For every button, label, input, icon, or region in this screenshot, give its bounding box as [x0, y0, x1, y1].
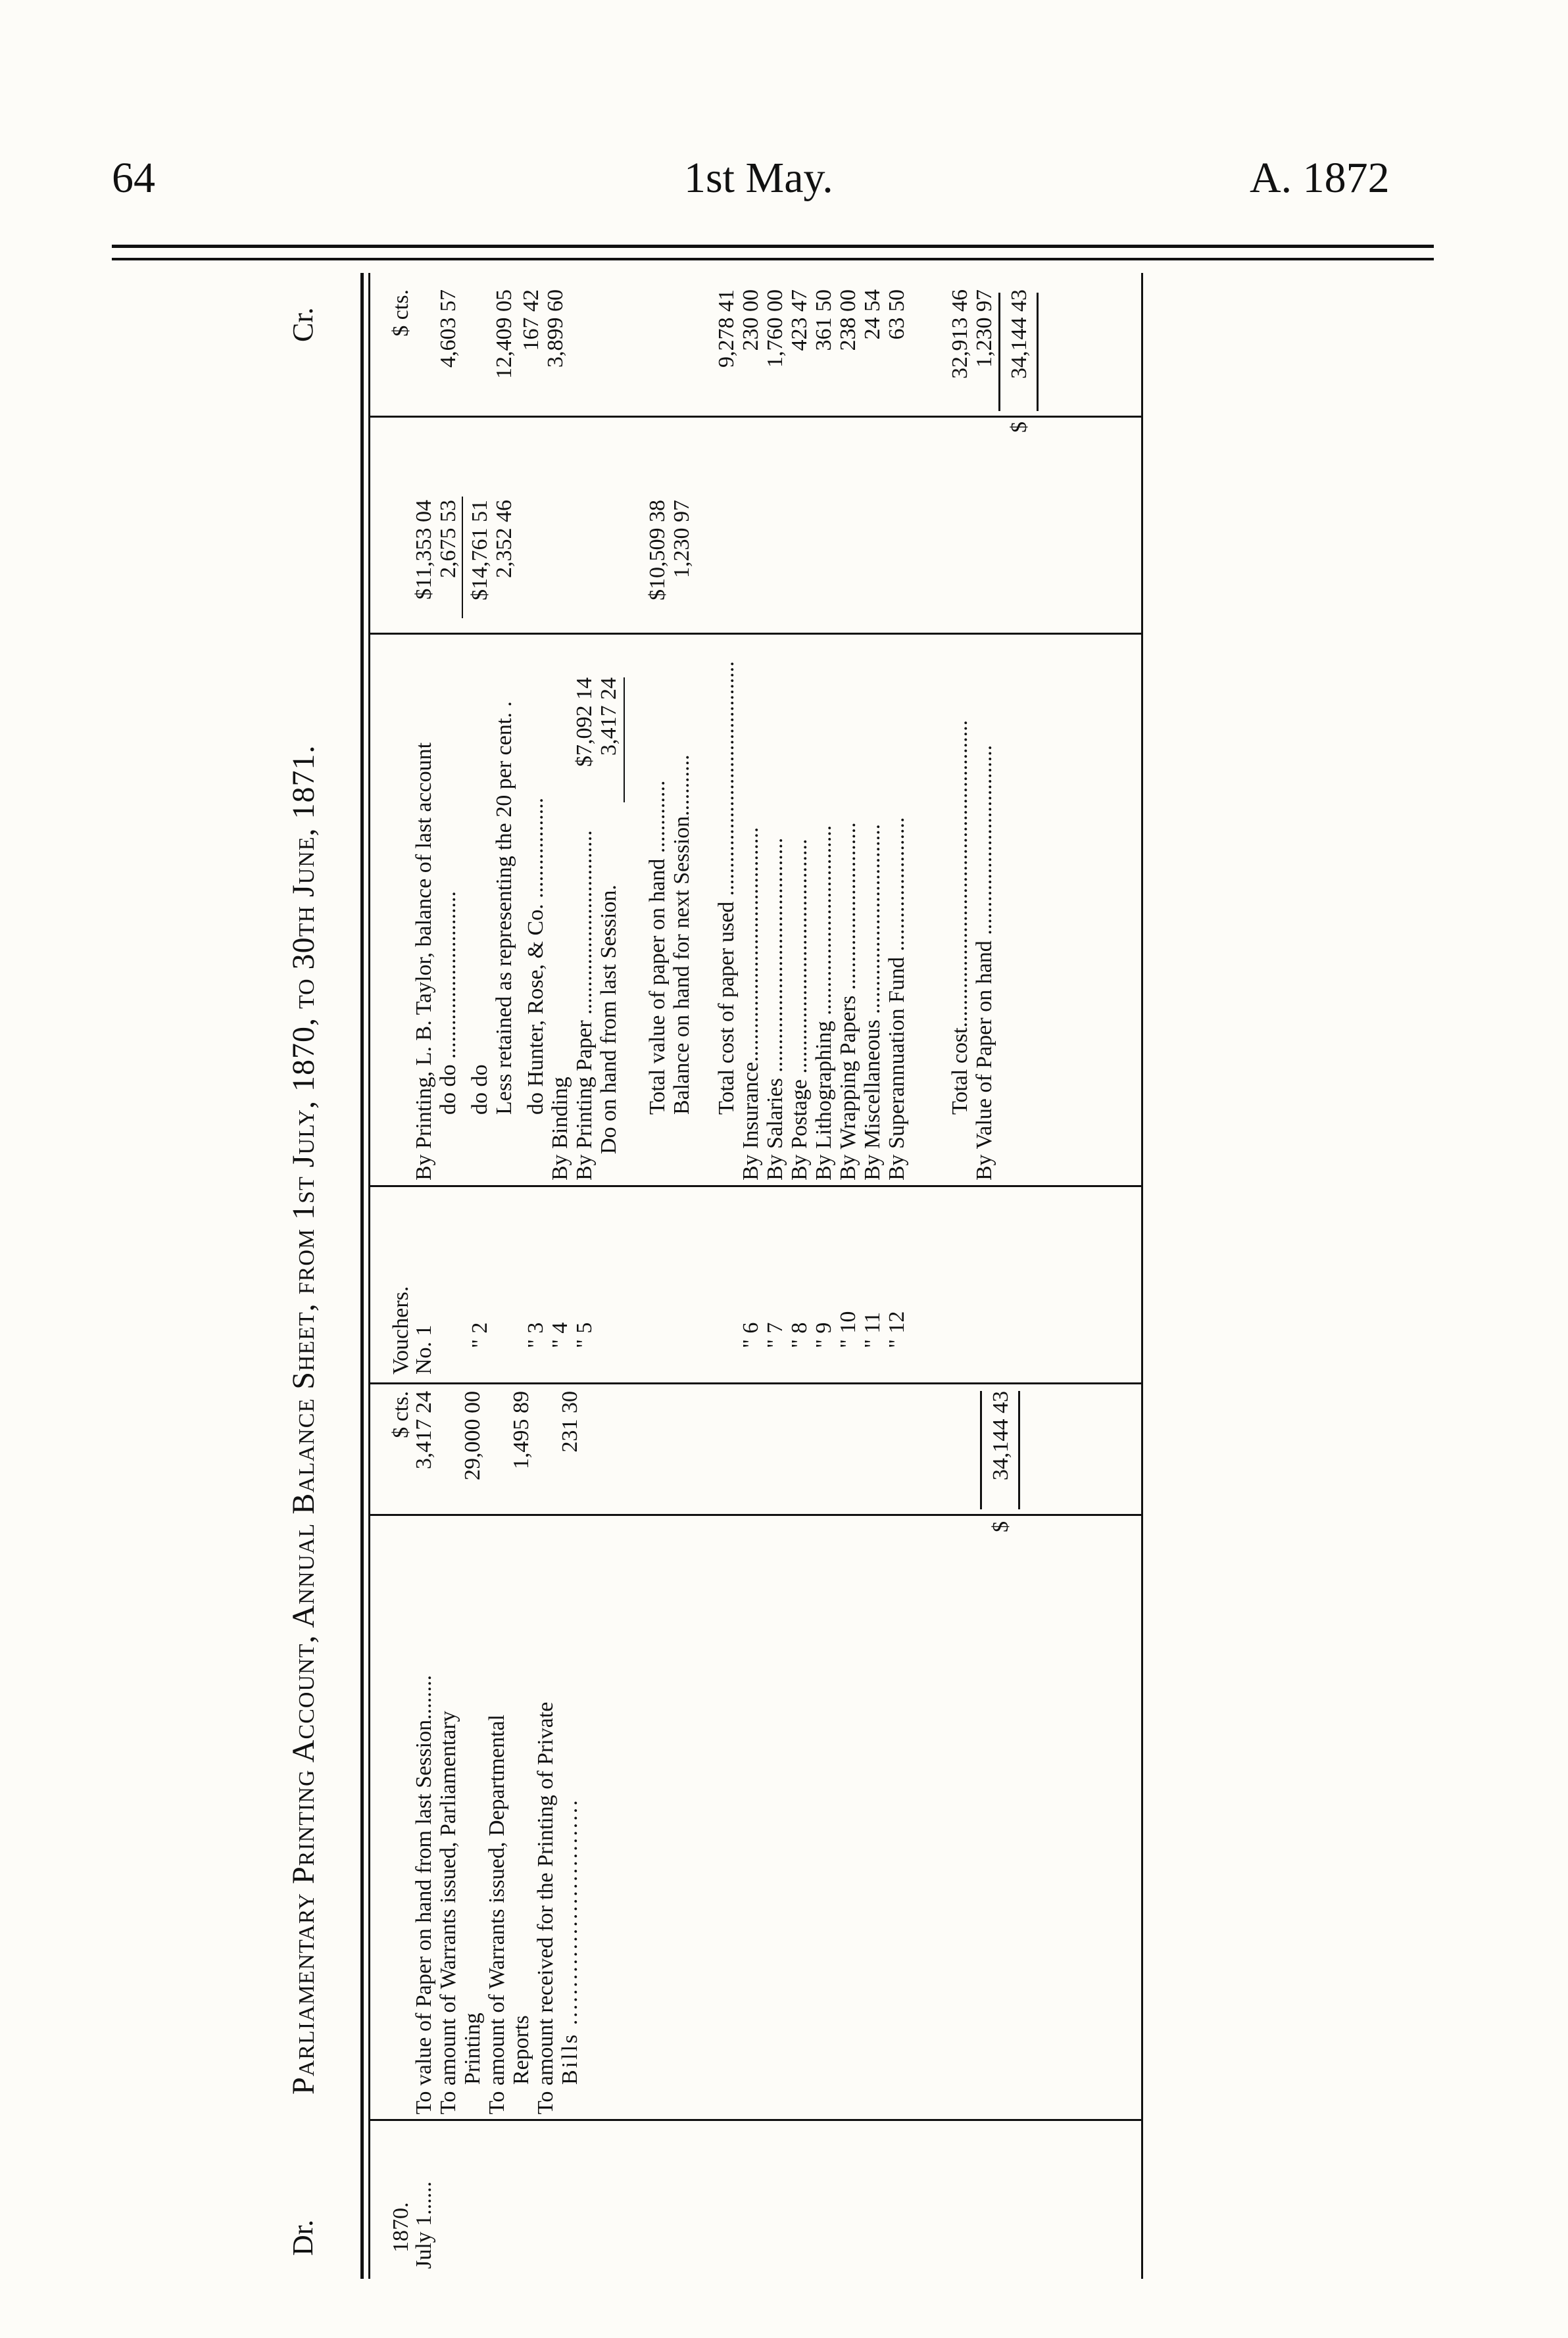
paper-total-label: Total value of paper on hand .............	[645, 780, 670, 1115]
debit-amount: 29,000 00	[460, 1391, 485, 1480]
header-rule	[112, 245, 1434, 248]
credit-amount: 3,899 60	[543, 289, 568, 368]
column-rule	[368, 1382, 1141, 1384]
credit-entry: By Printing Paper .................................	[572, 830, 597, 1181]
credit-amount: 1,760 00	[763, 289, 787, 368]
balance-sheet-table	[276, 256, 1276, 2282]
credit-entry: By Binding	[548, 1077, 572, 1181]
credit-amount: 4,603 57	[436, 289, 460, 368]
voucher-number: " 7	[763, 1322, 787, 1348]
debit-total-rule	[980, 1391, 982, 1509]
debit-amount: 3,417 24	[412, 1391, 436, 1469]
inner-amount: $11,353 04	[412, 500, 436, 600]
voucher-number: " 11	[860, 1311, 885, 1348]
credit-entry: By Salaries ..........................................	[763, 837, 787, 1181]
paper-balance-label: Balance on hand for next Session...........	[670, 754, 694, 1115]
inner-amount: $14,761 51	[468, 500, 492, 600]
inner-amount: $7,092 14	[572, 677, 597, 767]
value-paper-label: By Value of Paper on hand ..................................	[972, 744, 996, 1181]
voucher-number: " 2	[468, 1322, 492, 1348]
credit-entry: By Superannuation Fund ........................	[885, 817, 909, 1181]
credit-amount: 167 42	[519, 289, 543, 351]
debit-dollars-heading: $ cts.	[389, 1391, 413, 1438]
voucher-number: " 4	[548, 1322, 572, 1348]
column-rule	[368, 2119, 1141, 2121]
voucher-number: " 12	[885, 1311, 909, 1348]
debit-entry-line: To amount received for the Printing of Private	[533, 1701, 558, 2114]
debit-entry-line: Printing	[460, 2012, 485, 2085]
date-year: 1870.	[389, 2202, 413, 2253]
voucher-number: " 6	[739, 1322, 763, 1348]
page-number: 64	[112, 154, 155, 202]
credit-amount: 230 00	[739, 289, 763, 351]
debit-entry-line: To amount of Warrants issued, Parliamentary	[436, 1711, 460, 2114]
credit-entry: By Miscellaneous ..................................	[860, 823, 885, 1181]
credit-entry: By Lithographing ..................................	[812, 825, 836, 1181]
credit-entry: Less retained as representing the 20 per cent. .	[492, 701, 516, 1115]
debit-total-rule	[1018, 1391, 1020, 1509]
debit-entry-line: Reports	[509, 2015, 533, 2085]
credit-entry: do do ..............................	[436, 891, 460, 1115]
credit-entry: do do	[468, 1064, 492, 1115]
voucher-number: " 9	[812, 1322, 836, 1348]
voucher-number: " 3	[524, 1322, 548, 1348]
table-top-rule	[360, 273, 364, 2279]
debit-entry-line: Bills ..............................	[558, 1798, 582, 2085]
credit-entry: By Printing, L. B. Taylor, balance of last account	[412, 742, 436, 1181]
cr-label: Cr.	[287, 307, 319, 342]
credit-amount: 24 54	[860, 289, 885, 340]
credit-total: 34,144 43	[1007, 289, 1031, 379]
table-title: Parliamentary Printing Account, Annual Balance Sheet, from 1st July, 1870, to 30th June, 1871.	[286, 744, 321, 2095]
inner-amount: 2,675 53	[436, 500, 460, 578]
date-day: July 1......	[412, 2181, 436, 2269]
column-rule	[368, 1185, 1141, 1187]
credit-amount: 361 50	[812, 289, 836, 351]
column-rule	[368, 1514, 1141, 1516]
credit-amount: 423 47	[787, 289, 812, 351]
page-date: 1st May.	[684, 154, 833, 202]
inner-amount: 3,417 24	[597, 677, 621, 756]
paper-used-label: Total cost of paper used ..........................................	[714, 661, 739, 1115]
column-rule	[368, 416, 1141, 418]
credit-total-rule	[1037, 293, 1039, 411]
credit-amount: 32,913 46	[948, 289, 972, 379]
voucher-number: No. 1	[412, 1325, 436, 1375]
subtotal-rule	[624, 677, 625, 802]
debit-amount: 231 30	[558, 1391, 582, 1453]
credit-total-sign: $	[1007, 422, 1031, 433]
debit-entry-line: To amount of Warrants issued, Departmental	[485, 1715, 509, 2114]
session-label: A. 1872	[1250, 154, 1390, 202]
credit-amount: 238 00	[836, 289, 860, 351]
credit-amount: 9,278 41	[714, 289, 739, 368]
credit-dollars-heading: $ cts.	[389, 289, 413, 337]
debit-total: 34,144 43	[989, 1391, 1013, 1480]
table-top-rule	[368, 273, 370, 2279]
dr-label: Dr.	[287, 2220, 319, 2256]
subtotal-rule	[462, 497, 463, 618]
table-bottom-rule	[1141, 273, 1143, 2279]
column-rule	[368, 633, 1141, 635]
total-cost-label: Total cost.......................................................	[948, 719, 972, 1115]
credit-entry: By Insurance..........................................	[739, 827, 763, 1181]
vouchers-heading: Vouchers.	[389, 1286, 413, 1375]
credit-amount: 12,409 05	[492, 289, 516, 379]
credit-total-rule	[998, 293, 1000, 411]
inner-amount: 2,352 46	[492, 500, 516, 578]
credit-entry: do Hunter, Rose, & Co. ..................	[524, 797, 548, 1115]
credit-amount: 1,230 97	[972, 289, 996, 368]
debit-total-sign: $	[989, 1521, 1013, 1532]
voucher-number: " 5	[572, 1322, 597, 1348]
inner-amount: $10,509 38	[645, 500, 670, 600]
inner-amount: 1,230 97	[670, 500, 694, 578]
credit-entry: By Wrapping Papers ..............................	[836, 822, 860, 1181]
credit-entry: By Postage ..........................................	[787, 839, 812, 1181]
debit-amount: 1,495 89	[509, 1391, 533, 1469]
credit-amount: 63 50	[885, 289, 909, 340]
credit-entry: Do on hand from last Session.	[597, 885, 621, 1154]
debit-entry-line: To value of Paper on hand from last Session........	[412, 1674, 436, 2114]
voucher-number: " 8	[787, 1322, 812, 1348]
voucher-number: " 10	[836, 1311, 860, 1348]
